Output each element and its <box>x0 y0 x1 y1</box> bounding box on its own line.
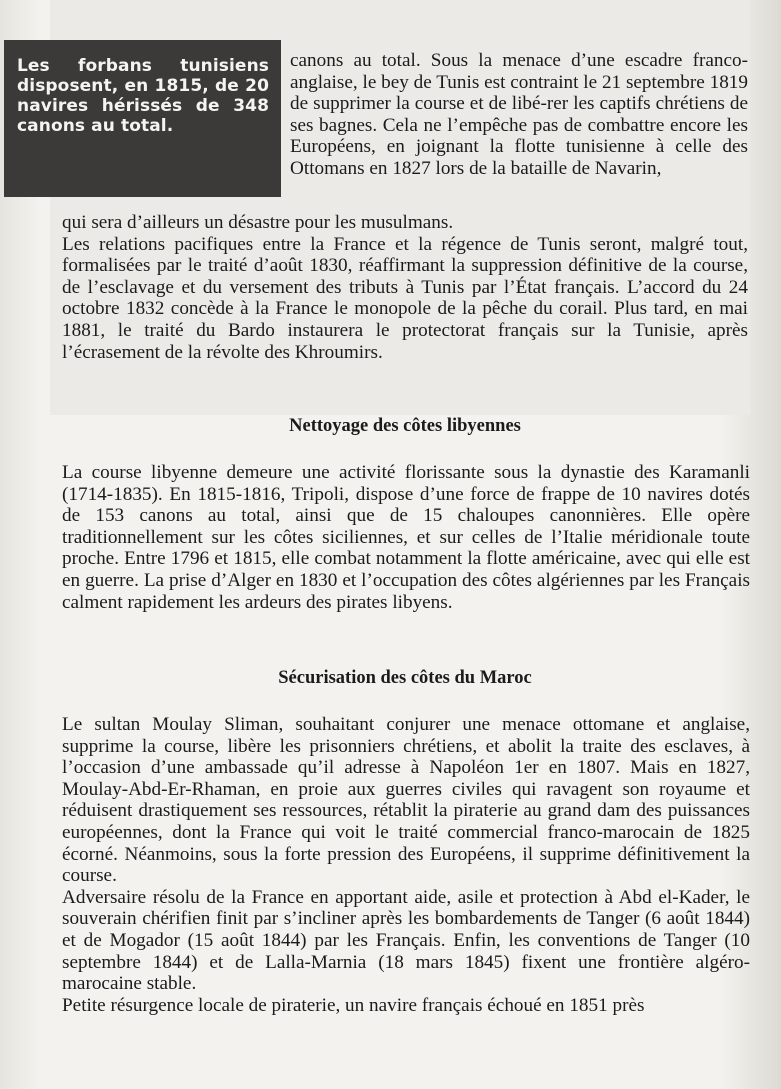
libya-body <box>62 462 750 613</box>
libya-heading: Nettoyage des côtes libyennes <box>289 416 521 436</box>
tunisia-intro-text: canons au total. Sous la menace d’une escadre franco-anglaise, le bey de Tunis est contraint le 21 septembre 1819 de supprimer la course et de libé-rer les captifs chrétiens de ses bagnes. Cela ne l’empêche pas de combattre encore les Européens, en joignant la flotte tunisienne à celle des Ottomans en 1827 lors de la bataille de Navarin, <box>290 50 748 179</box>
tunisia-continuation: qui sera d’ailleurs un désastre pour les musulmans. <box>62 212 454 233</box>
libya-paragraph: La course libyenne demeure une activité florissante sous la dynastie des Karamanli (1714-1835). En 1815-1816, Tripoli, dispose d’une force de frappe de 10 navires dotés de 153 canons au total, ainsi que de 15 chaloupes canonnières. Elle opère traditionnellement sur les côtes siciliennes, et sur celles de l’Italie méridionale toute proche. Entre 1796 et 1815, elle combat notamment la flotte américaine, avec qui elle est en guerre. La prise d’Alger en 1830 et l’occupation des côtes algériennes par les Français calment rapidement les ardeurs des pirates libyens. <box>62 462 750 613</box>
tunisia-paragraph-2: Les relations pacifiques entre la France et la régence de Tunis seront, malgré tout, formalisées par le traité d’août 1830, réaffirmant la suppression définitive de la course, de l’esclavage et du versement des tributs à Tunis par l’État français. L’accord du 24 octobre 1832 concède à la France le monopole de la pêche du corail. Plus tard, en mai 1881, le traité du Bardo instaurera le protectorat français sur la Tunisie, après l’écrasement de la révolte des Khroumirs. <box>62 233 748 363</box>
pull-quote-box <box>4 40 281 197</box>
morocco-paragraph-2: Adversaire résolu de la France en apportant aide, asile et protection à Abd el-Kader, le souverain chérifien finit par s’incliner après les bombardements de Tanger (6 août 1844) et de Mogador (15 août 1844) par les Français. Enfin, les conventions de Tanger (10 septembre 1844) et de Lalla-Marnia (18 mars 1845) fixent une frontière algéro-marocaine stable. <box>62 886 750 995</box>
morocco-paragraph-3: Petite résurgence locale de piraterie, un navire français échoué en 1851 près <box>62 994 645 1016</box>
tunisia-intro-column <box>290 50 748 180</box>
pull-quote-text: Les forbans tunisiens disposent, en 1815, de 20 navires hérissés de 348 canons au total. <box>17 56 269 136</box>
tunisia-body <box>62 212 748 363</box>
morocco-body <box>62 714 750 1016</box>
morocco-paragraph-1: Le sultan Moulay Sliman, souhaitant conjurer une menace ottomane et anglaise, supprime la course, libère les prisonniers chrétiens, et abolit la traite des esclaves, à l’occasion d’une ambassade qu’il adresse à Napoléon 1er en 1807. Mais en 1827, Moulay-Abd-Er-Rhaman, en proie aux guerres civiles qui ravagent son royaume et réduisent drastiquement ses ressources, rétablit la piraterie au grand dam des puissances européennes, dont la France qui voit le traité commercial franco-marocain de 1825 écorné. Néanmoins, sous la forte pression des Européens, il supprime définitivement la course. <box>62 714 750 887</box>
morocco-heading: Sécurisation des côtes du Maroc <box>278 668 532 688</box>
